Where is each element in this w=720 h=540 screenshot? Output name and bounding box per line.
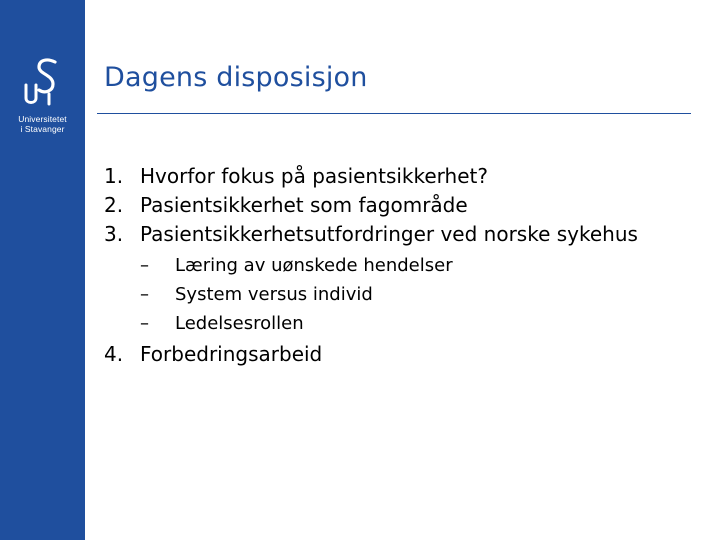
subitem-text: System versus individ [175,284,373,305]
agenda-subitem [104,251,694,280]
title-divider [97,113,691,114]
agenda-item [104,162,694,191]
subitem-dash: – [140,313,149,334]
agenda-item [104,220,694,249]
subitem-dash: – [140,284,149,305]
subitem-dash: – [140,255,149,276]
agenda-number: 4. [104,342,124,366]
agenda-subitem [104,280,694,309]
agenda-number: 2. [104,193,124,217]
uis-logo-icon [17,58,69,108]
agenda-text: Pasientsikkerhet som fagområde [140,193,468,217]
agenda-number: 3. [104,222,124,246]
agenda-text: Hvorfor fokus på pasientsikkerhet? [140,164,488,188]
agenda-subitem [104,309,694,338]
agenda-item [104,340,694,369]
logo-line-1: Universitetet [18,114,67,124]
subitem-text: Ledelsesrollen [175,313,304,334]
agenda-number: 1. [104,164,124,188]
slide-title: Dagens disposisjon [104,62,368,93]
agenda-sublist [104,251,694,338]
subitem-text: Læring av uønskede hendelser [175,255,453,276]
agenda-list [104,162,694,369]
sidebar-band [0,0,85,540]
logo-line-2: i Stavanger [20,124,65,134]
agenda-text: Forbedringsarbeid [140,342,323,366]
university-logo [0,58,85,134]
agenda-text: Pasientsikkerhetsutfordringer ved norske sykehus [140,222,638,246]
agenda-item [104,191,694,220]
